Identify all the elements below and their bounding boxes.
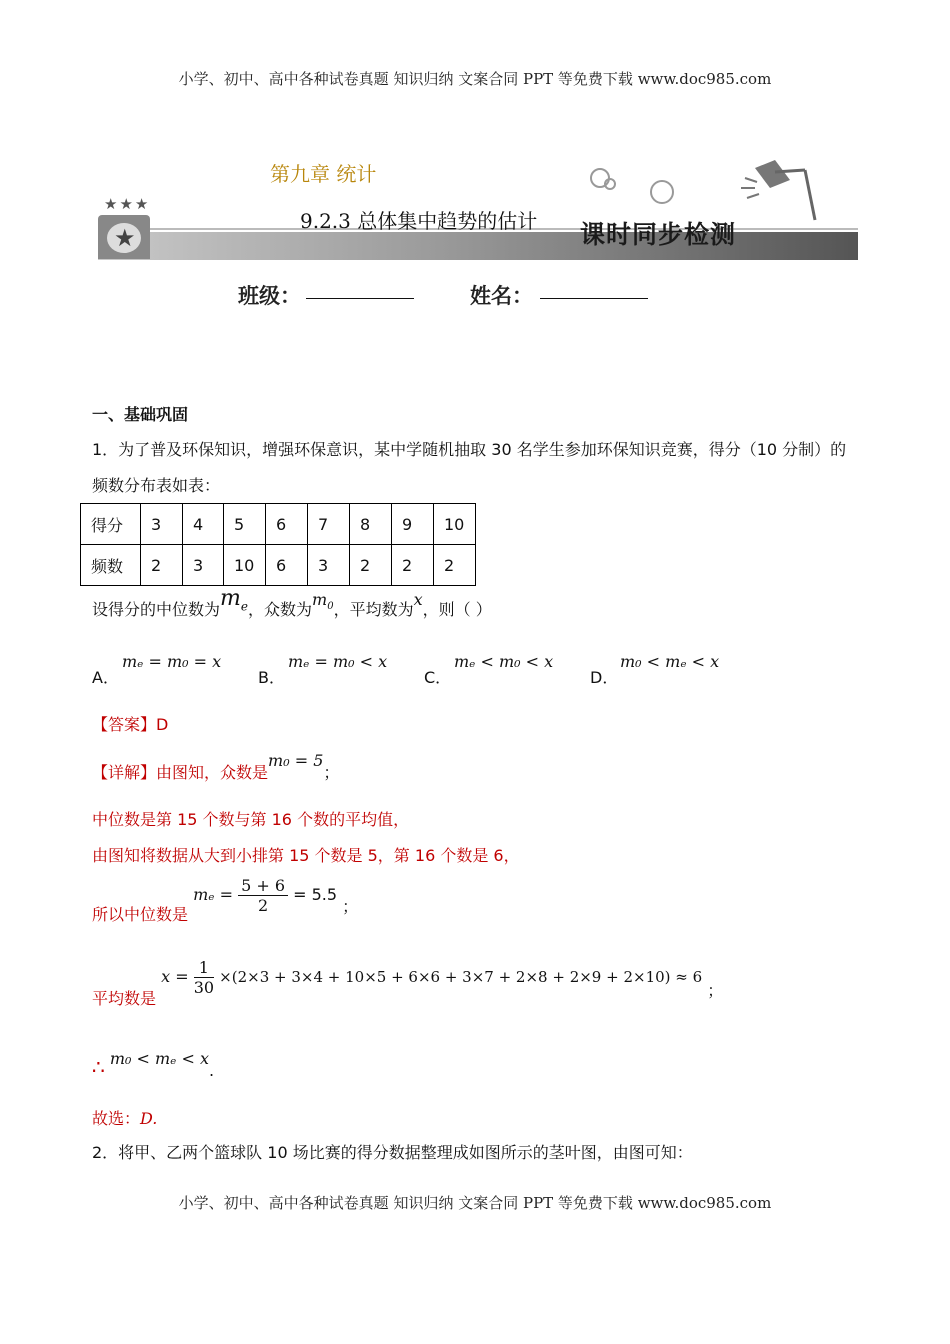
table-cell: 得分 <box>81 504 141 545</box>
var-m0 <box>312 590 334 613</box>
fraction-numerator: 5 + 6 <box>238 876 288 896</box>
option-c-expr: mₑ < m₀ < x <box>454 652 554 671</box>
choose-label: 故选： <box>92 1109 141 1128</box>
choose-value: D. <box>140 1109 158 1128</box>
option-d-expr: m₀ < mₑ < x <box>620 652 720 671</box>
table-cell: 3 <box>183 545 224 586</box>
q1-ask <box>92 586 492 623</box>
conclusion-expr: m₀ < mₑ < x <box>109 1049 209 1068</box>
ask-text: 设得分的中位数为 <box>92 600 221 619</box>
bubble-icon-large <box>650 180 674 204</box>
table-cell: 6 <box>266 545 308 586</box>
fraction-numerator: 1 <box>194 958 214 978</box>
table-cell: 2 <box>141 545 183 586</box>
var-me <box>220 586 248 614</box>
table-cell: 2 <box>434 545 476 586</box>
fraction-denominator: 2 <box>257 896 269 915</box>
name-label: 姓名： <box>470 284 533 308</box>
q2-stem: 2．将甲、乙两个篮球队 10 场比赛的得分数据整理成如图所示的茎叶图，由图可知： <box>92 1143 693 1162</box>
table-cell: 2 <box>392 545 434 586</box>
banner-bar <box>98 232 858 260</box>
chapter-title: 第九章 统计 <box>270 162 377 186</box>
stars-decoration: ★★★ <box>104 195 151 213</box>
detail-line-2: 中位数是第 15 个数与第 16 个数的平均值， <box>92 810 410 829</box>
detail-line-1 <box>92 751 340 783</box>
option-a-label[interactable]: A． <box>92 668 119 687</box>
var-me-sub: e <box>240 599 248 614</box>
table-cell: 5 <box>224 504 266 545</box>
section-title: 一、基础巩固 <box>92 405 189 424</box>
option-a-expr: mₑ = m₀ = x <box>122 652 222 671</box>
var-me-letter: m <box>220 586 241 611</box>
bubble-icon-small <box>604 178 616 190</box>
table-cell: 10 <box>224 545 266 586</box>
star-icon: ★ <box>114 224 136 252</box>
conclusion-end: . <box>208 1061 215 1080</box>
site-footer: 小学、初中、高中各种试卷真题 知识归纳 文案合同 PPT 等免费下载 www.doc985.com <box>178 1194 772 1212</box>
var-x: x <box>413 590 423 609</box>
detail-expr: m₀ = 5 <box>268 751 324 770</box>
table-row <box>81 545 476 586</box>
table-row <box>81 504 476 545</box>
answer-value: D <box>156 715 169 734</box>
therefore-symbol: ∴ <box>92 1055 105 1079</box>
var-m0-letter: m <box>312 590 328 609</box>
option-d-label[interactable]: D． <box>590 668 619 687</box>
table-cell: 4 <box>183 504 224 545</box>
fraction-denominator: 30 <box>193 978 215 997</box>
detail-text: 所以中位数是 <box>92 905 189 924</box>
table-cell: 3 <box>308 545 350 586</box>
detail-end: ； <box>342 897 359 916</box>
detail-line-4 <box>92 876 359 924</box>
detail-end: ； <box>323 763 340 782</box>
class-label: 班级： <box>238 284 301 308</box>
detail-line-5 <box>92 958 724 1008</box>
site-header: 小学、初中、高中各种试卷真题 知识归纳 文案合同 PPT 等免费下载 www.doc985.com <box>178 70 772 88</box>
table-cell: 10 <box>434 504 476 545</box>
table-cell: 频数 <box>81 545 141 586</box>
table-cell: 8 <box>350 504 392 545</box>
ask-text: ，众数为 <box>248 600 313 619</box>
class-field[interactable] <box>306 298 414 299</box>
q1-stem-line1: 1．为了普及环保知识，增强环保意识，某中学随机抽取 30 名学生参加环保知识竞赛，得分（10 分制）的 <box>92 440 847 459</box>
detail-line-3: 由图知将数据从大到小排第 15 个数是 5，第 16 个数是 6， <box>92 846 520 865</box>
table-cell: 2 <box>350 545 392 586</box>
banner-label: 课时同步检测 <box>580 220 737 249</box>
q1-stem-line2: 频数分布表如表： <box>92 476 221 495</box>
lesson-title: 9.2.3 总体集中趋势的估计 <box>300 209 538 233</box>
name-field[interactable] <box>540 298 648 299</box>
table-cell: 7 <box>308 504 350 545</box>
detail-end: ； <box>707 981 724 1000</box>
detail-tag: 【详解】 <box>92 763 157 782</box>
conclusion-line <box>92 1045 215 1080</box>
median-rhs: = 5.5 <box>293 885 338 904</box>
ask-text: ，平均数为 <box>333 600 414 619</box>
mean-lhs: x = <box>161 967 189 986</box>
option-b-label[interactable]: B． <box>258 668 285 687</box>
answer-line <box>92 712 168 735</box>
answer-tag: 【答案】 <box>92 715 157 734</box>
detail-text: 由图知，众数是 <box>156 763 269 782</box>
mean-fraction <box>194 958 214 997</box>
table-cell: 3 <box>141 504 183 545</box>
detail-text: 平均数是 <box>92 989 157 1008</box>
median-fraction <box>238 876 288 915</box>
median-lhs: mₑ = <box>193 885 233 904</box>
var-m0-sub: 0 <box>327 601 334 613</box>
choose-line <box>92 1106 157 1129</box>
mean-rhs: ×(2×3 + 3×4 + 10×5 + 6×6 + 3×7 + 2×8 + 2×9 + 2×10) ≈ 6 <box>219 968 703 986</box>
option-c-label[interactable]: C． <box>424 668 452 687</box>
frequency-table <box>80 503 476 586</box>
option-b-expr: mₑ = m₀ < x <box>288 652 388 671</box>
ask-text: ，则（ ） <box>422 600 492 619</box>
table-cell: 9 <box>392 504 434 545</box>
desk-lamp-icon <box>735 150 825 230</box>
table-cell: 6 <box>266 504 308 545</box>
